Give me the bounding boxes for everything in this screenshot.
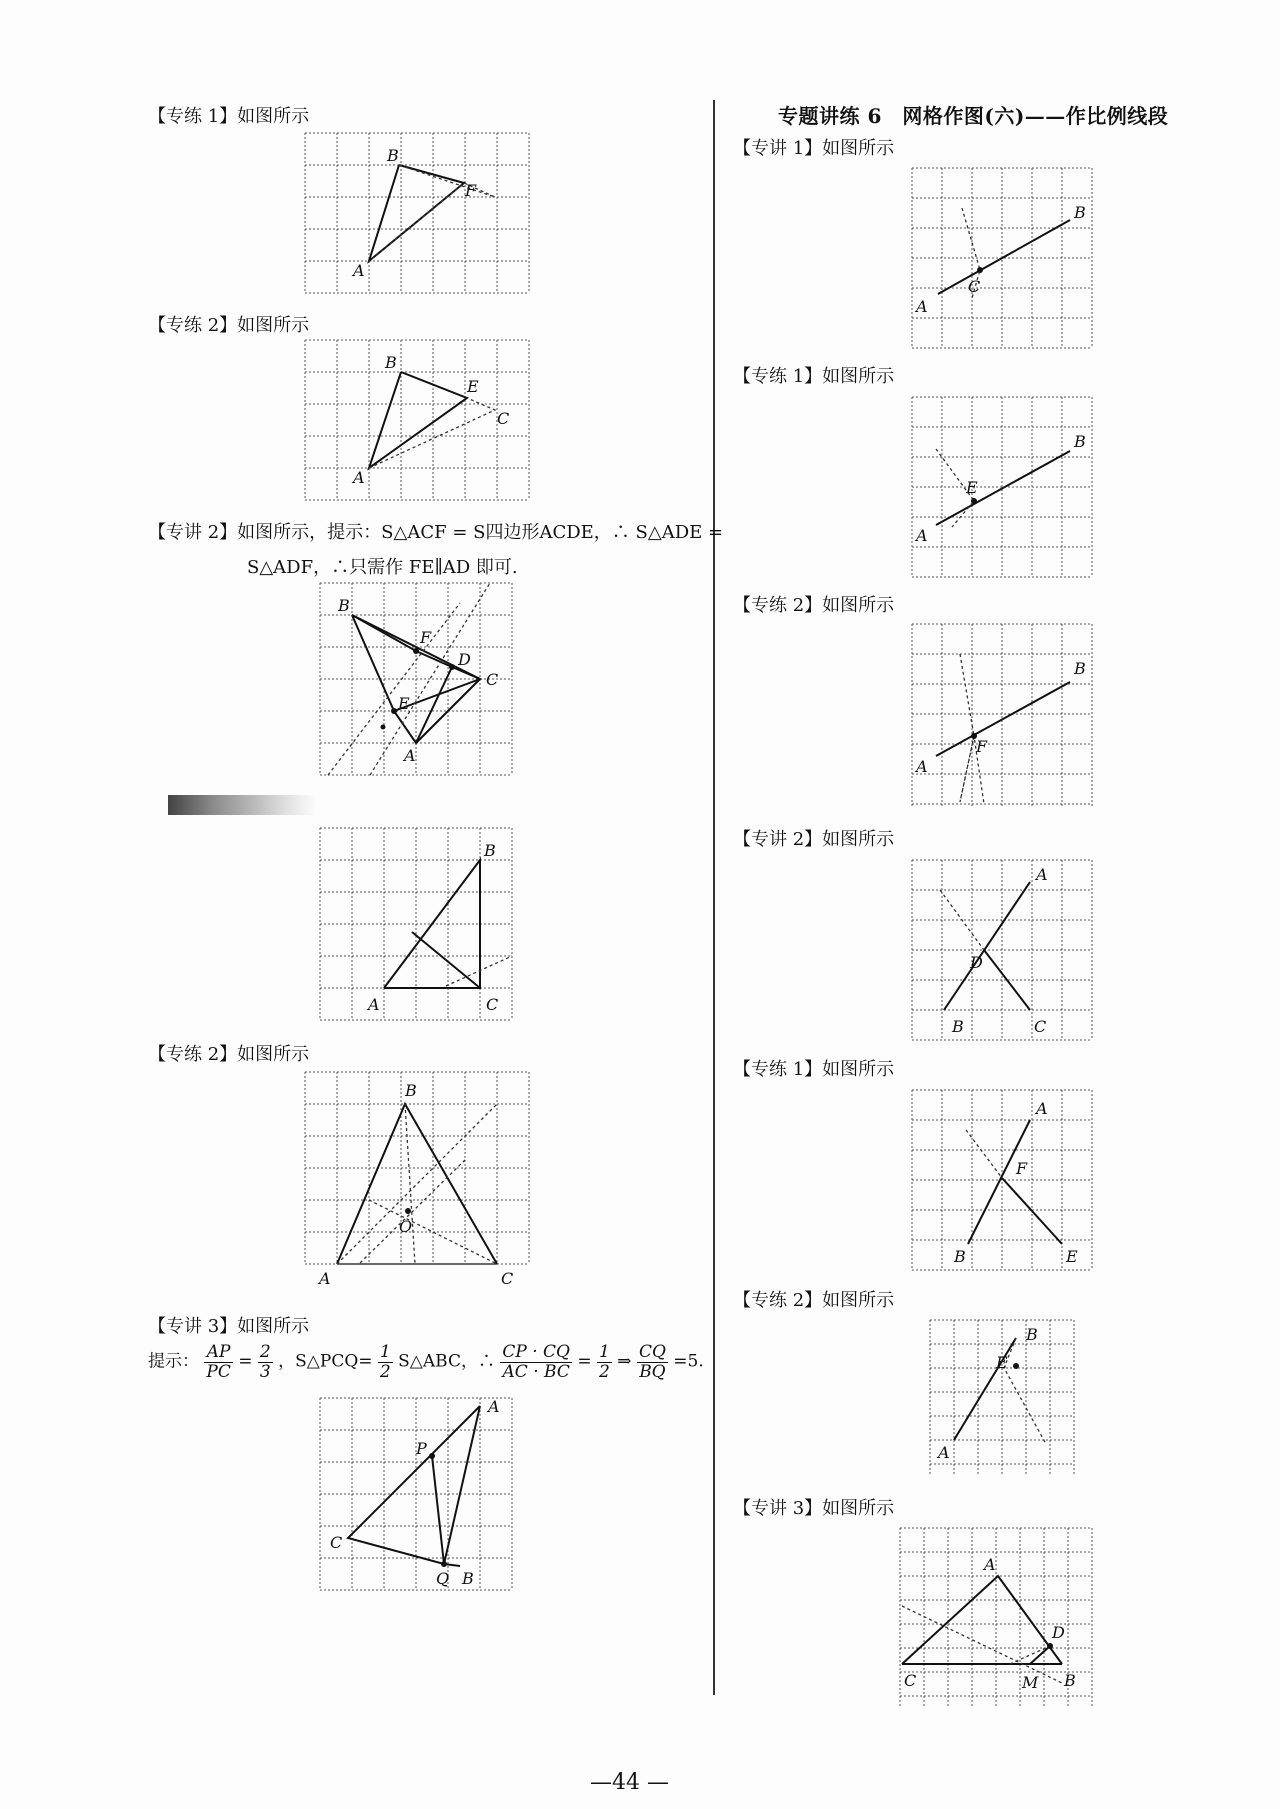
right-label-6: 【专练 2】如图所示 [733, 1290, 895, 1311]
point-c-label: C [497, 409, 510, 428]
frac-cpcq-acbc [500, 1343, 572, 1381]
frac-num: CP · CQ [502, 1342, 570, 1362]
point-e-label: E [996, 1353, 1008, 1372]
point-a-label: A [404, 746, 416, 765]
point-b-label: B [1064, 1671, 1076, 1690]
segment-ab [968, 1120, 1030, 1244]
point-d-dot [1047, 1643, 1053, 1649]
point-o-dot [405, 1208, 411, 1214]
point-b-label: B [952, 1017, 964, 1036]
grid-lines [912, 860, 1092, 1040]
frac-den: 3 [259, 1361, 271, 1382]
point-q-label: Q [436, 1569, 450, 1588]
point-a-label: A [1036, 1099, 1048, 1118]
frac-num: 1 [379, 1342, 391, 1362]
hint-tail: =5. [673, 1351, 704, 1372]
grid-lines [305, 1072, 529, 1264]
right-label-4: 【专讲 2】如图所示 [733, 829, 895, 850]
point-c-label: C [501, 1269, 514, 1288]
equals: = [238, 1351, 253, 1372]
point-a-label: A [984, 1555, 996, 1574]
segment-md [1030, 1646, 1050, 1664]
frac-2-3 [258, 1343, 273, 1381]
figure-right-7 [900, 1528, 1100, 1718]
point-e-dot [1013, 1363, 1019, 1369]
point-d-dot [449, 664, 455, 670]
figure-left-3 [320, 583, 520, 783]
hint-formula [148, 1343, 704, 1381]
grid-lines [320, 1398, 512, 1590]
figure-right-6 [930, 1320, 1080, 1480]
figure-left-4 [320, 828, 520, 1028]
construction-line-1 [902, 1606, 1062, 1683]
left-label-1: 【专练 1】如图所示 [148, 106, 310, 127]
point-p-dot [429, 1453, 435, 1459]
point-b-label: B [1074, 659, 1086, 678]
segment-pq [432, 1456, 444, 1564]
point-d-label: D [970, 953, 983, 972]
point-f-dot [413, 648, 419, 654]
construction-line [966, 1130, 1002, 1178]
point-a-label: A [916, 297, 928, 316]
right-label-2: 【专练 1】如图所示 [733, 366, 895, 387]
point-e-label: E [398, 694, 410, 713]
figure-right-4 [912, 860, 1102, 1045]
point-c-dot [977, 267, 983, 273]
segment-dc [984, 950, 1030, 1010]
point-d-label: D [458, 650, 471, 669]
parallel-line-1 [328, 603, 460, 775]
construction-lines [1004, 1338, 1046, 1444]
point-o-label: O [399, 1217, 413, 1236]
point-c-label: C [486, 670, 499, 689]
median-1 [337, 1104, 497, 1264]
frac-num: 2 [259, 1342, 271, 1362]
point-b-label: B [1074, 203, 1086, 222]
page-number: —44 — [590, 1770, 669, 1795]
figure-left-1 [305, 133, 535, 298]
point-e-label: E [1066, 1247, 1078, 1266]
grid-lines [912, 1090, 1092, 1270]
triangle-abe [369, 372, 467, 468]
frac-1-2b [597, 1343, 612, 1381]
grid-lines [930, 1320, 1074, 1474]
equals: = [577, 1351, 592, 1372]
frac-den: 2 [599, 1361, 610, 1382]
hint-mid2: S△ABC，∴ [398, 1351, 495, 1372]
point-f-label: F [1016, 1159, 1028, 1178]
frac-den: AC · BC [502, 1361, 570, 1382]
point-d-label: D [1052, 1623, 1065, 1642]
left-label-3: 【专讲 2】如图所示，提示：S△ACF = S四边形ACDE，∴ S△ADE = [148, 522, 724, 543]
point-b-label: B [338, 596, 350, 615]
frac-den: BQ [639, 1361, 666, 1382]
point-c-label: C [968, 277, 981, 296]
frac-1-2 [378, 1343, 393, 1381]
point-f-label: F [465, 181, 477, 200]
point-a-label: A [353, 261, 365, 280]
point-b-label: B [1026, 1325, 1038, 1344]
point-p-label: P [416, 1439, 427, 1458]
frac-den: PC [206, 1361, 231, 1382]
point-e-dot [971, 498, 977, 504]
smudged-label [168, 795, 318, 815]
point-b-label: B [405, 1081, 417, 1100]
figure-right-3 [912, 624, 1102, 814]
point-e-label: E [966, 478, 978, 497]
frac-ap-pc [204, 1343, 232, 1381]
point-m-label: M [1022, 1673, 1039, 1692]
right-label-7: 【专讲 3】如图所示 [733, 1498, 895, 1519]
point-q-dot [441, 1561, 447, 1567]
point-e-dot [391, 708, 397, 714]
figure-right-2 [912, 397, 1102, 582]
segment-ab [936, 451, 1070, 525]
point-c-label: C [330, 1533, 343, 1552]
hint-prefix: 提示： [148, 1351, 199, 1372]
point-c-label: C [1034, 1017, 1047, 1036]
hint-mid: ，S△PCQ= [278, 1351, 373, 1372]
grid-lines [305, 133, 529, 293]
grid-lines [912, 624, 1092, 808]
point-a-label: A [916, 757, 928, 776]
triangle-abf [369, 165, 464, 261]
point-b-label: B [387, 146, 399, 165]
point-b-label: B [462, 1569, 474, 1588]
point-a-label: A [916, 526, 928, 545]
figure-left-2 [305, 340, 535, 505]
column-divider [713, 100, 715, 1695]
frac-den: 2 [379, 1361, 391, 1382]
point-a-label: A [1036, 865, 1048, 884]
left-label-5: 【专练 2】如图所示 [148, 1044, 310, 1065]
frac-num: 1 [599, 1342, 610, 1362]
point-f-label: F [976, 737, 988, 756]
point-a-label: A [938, 1443, 950, 1462]
figure-left-5 [305, 1072, 535, 1288]
left-label-2: 【专练 2】如图所示 [148, 315, 310, 336]
right-label-5: 【专练 1】如图所示 [733, 1059, 895, 1080]
point-c-label: C [904, 1671, 917, 1690]
left-label-6: 【专讲 3】如图所示 [148, 1316, 310, 1337]
section-title: 专题讲练 6 网格作图(六)——作比例线段 [778, 104, 1169, 128]
figure-right-5 [912, 1090, 1102, 1275]
segment-ab [938, 220, 1070, 294]
point-a-label: A [368, 995, 380, 1014]
left-label-3b: S△ADF，∴只需作 FE∥AD 即可. [247, 557, 518, 578]
figure-left-6 [320, 1398, 520, 1598]
point-e-label: E [467, 377, 479, 396]
point-b-label: B [385, 353, 397, 372]
right-label-3: 【专练 2】如图所示 [733, 595, 895, 616]
point-f-label: F [420, 628, 432, 647]
grid-lines [305, 340, 529, 500]
segment-ab [936, 682, 1070, 756]
point-a-label: A [319, 1269, 331, 1288]
aux-dot [381, 725, 386, 730]
frac-num: CQ [638, 1342, 666, 1362]
point-b-label: B [1074, 432, 1086, 451]
frac-num: AP [204, 1343, 232, 1363]
point-b-label: B [484, 841, 496, 860]
point-a-label: A [488, 1397, 500, 1416]
frac-cq-bq [637, 1343, 668, 1381]
point-b-label: B [954, 1247, 966, 1266]
median-4 [405, 1104, 415, 1264]
point-a-label: A [353, 468, 365, 487]
right-label-1: 【专讲 1】如图所示 [733, 138, 895, 159]
grid-lines [912, 397, 1092, 577]
implies-arrow: ⇒ [617, 1351, 632, 1372]
segment-ab [944, 882, 1030, 1010]
point-c-label: C [486, 995, 499, 1014]
bisector-line [412, 932, 480, 988]
figure-right-1 [912, 168, 1102, 353]
